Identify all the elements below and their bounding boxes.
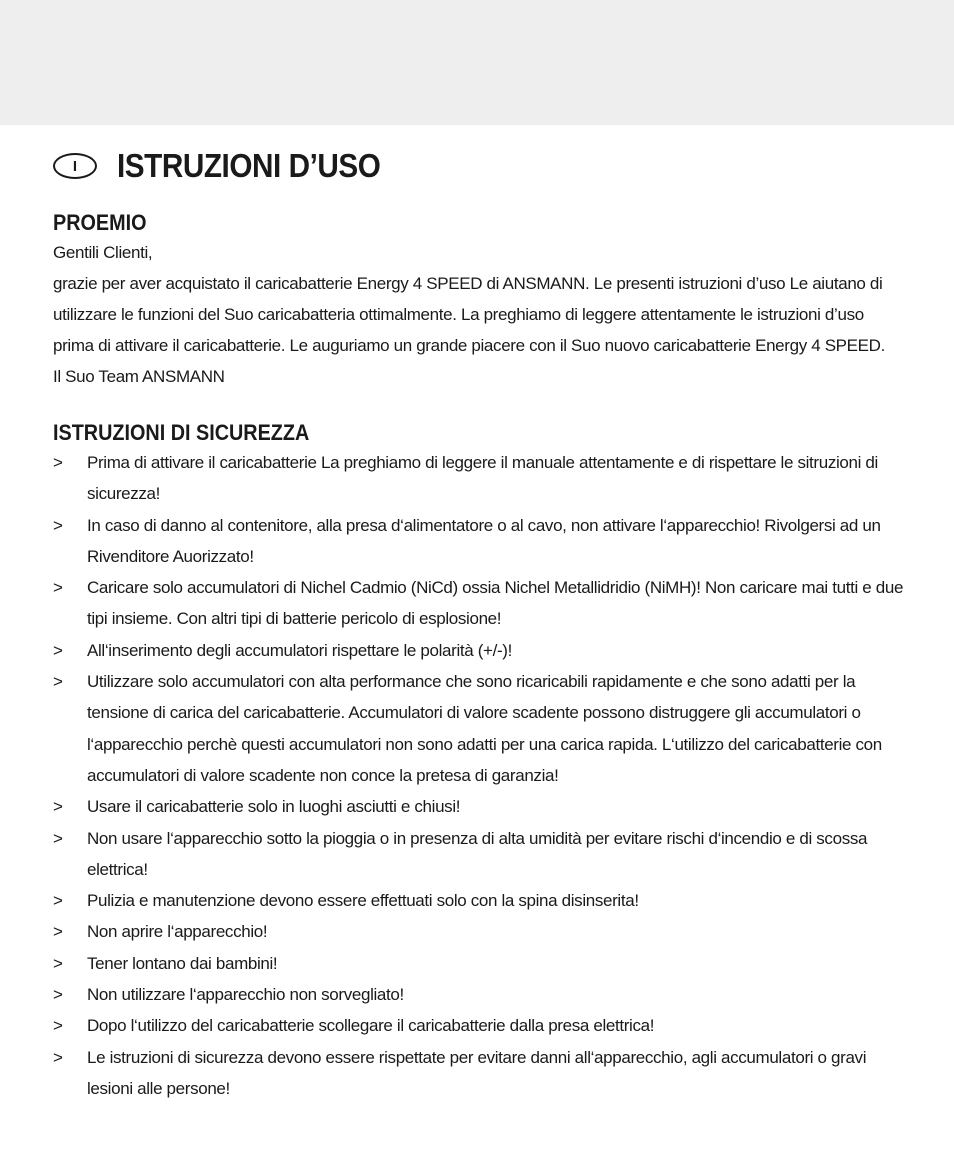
list-item-text: Prima di attivare il caricabatterie La preghiamo di leggere il manuale attentamente e di rispettare le sitruzioni di sicurezza! xyxy=(87,453,878,504)
list-item xyxy=(53,510,908,573)
page-title: ISTRUZIONI D’USO xyxy=(117,147,381,184)
bullet-marker: > xyxy=(53,953,63,973)
proemio-section xyxy=(53,209,908,392)
proemio-signature: Il Suo Team ANSMANN xyxy=(53,367,225,386)
list-item xyxy=(53,979,908,1010)
list-item-text: Non usare l‘apparecchio sotto la pioggia o in presenza di alta umidità per evitare rischi d‘incendio e di scossa elettrica! xyxy=(87,828,868,879)
list-item xyxy=(53,948,908,979)
list-item xyxy=(53,1010,908,1041)
list-item-text: Usare il caricabatterie solo in luoghi asciutti e chiusi! xyxy=(87,797,461,817)
list-item-text: Pulizia e manutenzione devono essere effettuati solo con la spina disinserita! xyxy=(87,891,639,911)
bullet-marker: > xyxy=(53,640,63,660)
bullet-marker: > xyxy=(53,453,63,472)
bullet-marker: > xyxy=(53,891,63,911)
safety-list xyxy=(53,447,908,1104)
bullet-marker: > xyxy=(53,797,63,817)
list-item-text: Utilizzare solo accumulatori con alta performance che sono ricaricabili rapidamente e che sono adatti per la tensione di carica del caricabatterie. Accumulatori di valore scadente possono distruggere gli accumulatori o l‘apparecchio perchè questi accumulatori non sono adatti per una carica rapida. L‘utilizzo del caricabatterie con accumulatori di valore scadente non conce la pretesa di garanzia! xyxy=(87,672,882,785)
proemio-heading: PROEMIO xyxy=(53,210,147,235)
bullet-marker: > xyxy=(53,985,63,1005)
list-item-text: Tener lontano dai bambini! xyxy=(87,953,278,973)
list-item xyxy=(53,635,908,666)
bullet-marker: > xyxy=(53,578,63,598)
list-item-text: Dopo l‘utilizzo del caricabatterie scollegare il caricabatterie dalla presa elettrica! xyxy=(87,1016,655,1036)
list-item-text: Le istruzioni di sicurezza devono essere rispettate per evitare danni all‘apparecchio, agli accumulatori o gravi lesioni alle persone! xyxy=(87,1047,867,1098)
list-item xyxy=(53,916,908,947)
list-item xyxy=(53,823,908,886)
safety-section xyxy=(53,419,908,1104)
document-body xyxy=(53,140,908,1104)
list-item xyxy=(53,666,908,791)
list-item xyxy=(53,447,908,510)
bullet-marker: > xyxy=(53,828,63,848)
safety-heading: ISTRUZIONI DI SICUREZZA xyxy=(53,420,310,445)
list-item-text: All‘inserimento degli accumulatori rispettare le polarità (+/-)! xyxy=(87,640,512,660)
list-item-text: In caso di danno al contenitore, alla presa d‘alimentatore o al cavo, non attivare l‘apparecchio! Rivolgersi ad un Rivenditore Auorizzato! xyxy=(87,515,881,566)
proemio-body: grazie per aver acquistato il caricabatterie Energy 4 SPEED di ANSMANN. Le presenti istruzioni d’uso Le aiutano di utilizzare le funzioni del Suo caricabatteria ottimalmente. La preghiamo di leggere attentamente le istruzioni d’uso prima di attivare il caricabatterie. Le auguriamo un grande piacere con il Suo nuovo caricabatterie Energy 4 SPEED. xyxy=(53,274,885,355)
bullet-marker: > xyxy=(53,672,63,692)
list-item xyxy=(53,572,908,635)
bullet-marker: > xyxy=(53,922,63,942)
language-marker-letter: I xyxy=(72,157,78,175)
bullet-marker: > xyxy=(53,515,63,535)
list-item-text: Non aprire l‘apparecchio! xyxy=(87,922,268,942)
list-item xyxy=(53,1042,908,1105)
list-item-text: Non utilizzare l‘apparecchio non sorvegliato! xyxy=(87,985,404,1005)
top-gray-band xyxy=(0,0,954,125)
list-item xyxy=(53,791,908,822)
list-item xyxy=(53,885,908,916)
proemio-greeting: Gentili Clienti, xyxy=(53,243,153,262)
language-marker-oval xyxy=(53,153,97,179)
bullet-marker: > xyxy=(53,1047,63,1067)
title-row xyxy=(53,140,908,192)
bullet-marker: > xyxy=(53,1016,63,1036)
list-item-text: Caricare solo accumulatori di Nichel Cadmio (NiCd) ossia Nichel Metallidridio (NiMH)! Non caricare mai tutti e due tipi insieme. Con altri tipi di batterie pericolo di esplosione! xyxy=(87,578,904,629)
